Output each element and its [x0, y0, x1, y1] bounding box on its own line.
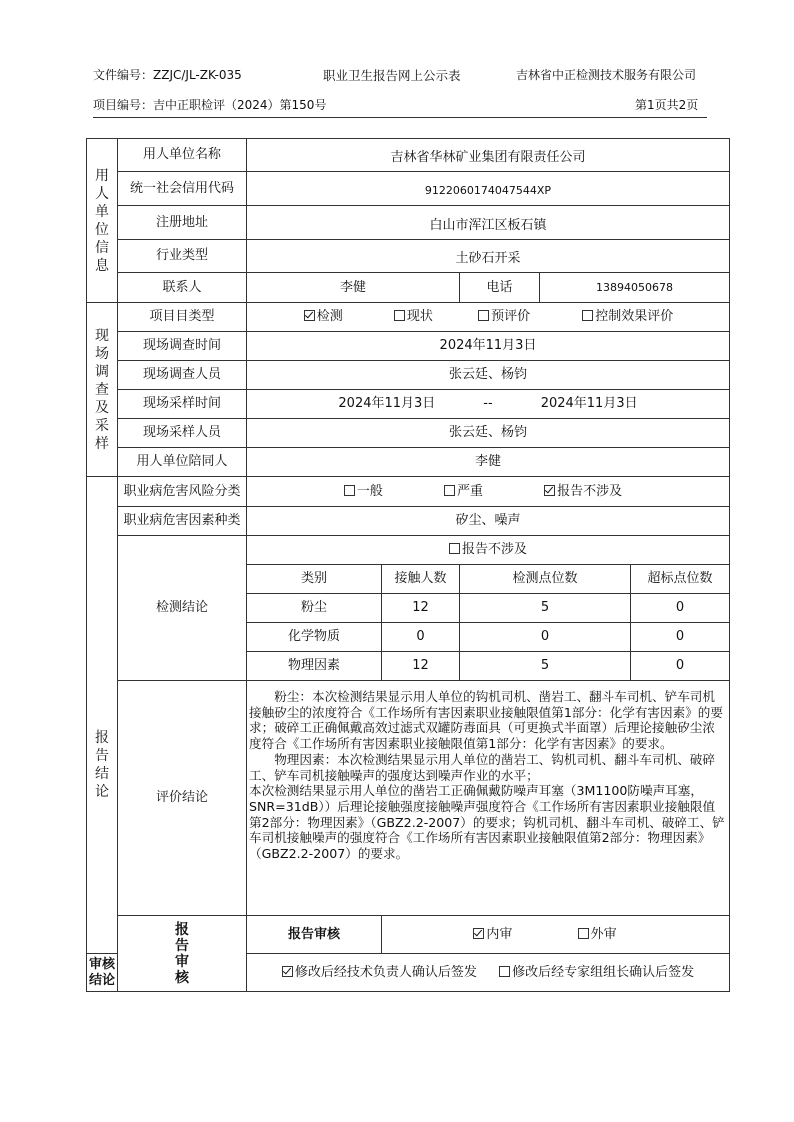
contact-person: 李健 — [247, 273, 460, 303]
credit-code-label: 统一社会信用代码 — [118, 172, 247, 206]
project-type-options — [247, 303, 730, 332]
checkbox-icon — [394, 310, 405, 321]
unit-name: 吉林省华林矿业集团有限责任公司 — [247, 139, 730, 172]
surveyors: 张云廷、杨钧 — [247, 361, 730, 390]
review-result-label: 审核结论 — [87, 954, 118, 992]
option-status[interactable]: 现状 — [394, 309, 474, 325]
row-exceed: 0 — [631, 594, 730, 623]
option-control-effect[interactable]: 控制效果评价 — [582, 309, 682, 325]
evaluation-physical: 物理因素：本次检测结果显示用人单位的凿岩工、钩机司机、翻斗车司机、破碎工、铲车司机接触噪声的强度达到噪声作业的水平； — [249, 751, 715, 783]
hazard-types-label: 职业病危害因素种类 — [118, 507, 247, 536]
survey-time: 2024年11月3日 — [247, 332, 730, 361]
row-exposed: 0 — [382, 623, 460, 652]
option-internal-review[interactable]: 内审 — [473, 927, 573, 943]
option-risk-general[interactable]: 一般 — [342, 484, 440, 500]
checkbox-icon — [578, 928, 589, 939]
checkbox-icon — [499, 966, 510, 977]
hazard-types: 矽尘、噪声 — [247, 507, 730, 536]
option-expert-lead-confirm[interactable]: 修改后经专家组组长确认后签发 — [499, 965, 694, 981]
industry-label: 行业类型 — [118, 240, 247, 273]
review-result-options — [247, 954, 730, 992]
evaluation-noise-detail: 本次检测结果显示用人单位的凿岩工正确佩戴防噪声耳塞（3M1100防噪声耳塞，SNR=31dB））后理论接触强度接触噪声强度符合《工作场所有害因素职业接触限值第2部分：物理因素》（GBZ2.2-2007）的要求；钩机司机、翻斗车司机、破碎工、铲车司机接触噪声的强度符合《工作场所有害因素职业接触限值第2部分：物理因素》（GBZ2.2-2007）的要求。 — [249, 783, 725, 862]
header-divider — [93, 117, 707, 118]
report-review-label: 报告审核 — [247, 916, 382, 954]
option-risk-serious[interactable]: 严重 — [444, 484, 540, 500]
row-points: 5 — [460, 652, 631, 681]
option-risk-not-involved[interactable]: 报告不涉及 — [544, 484, 634, 500]
option-detection[interactable]: 检测 — [294, 309, 390, 325]
sampling-time-label: 现场采样时间 — [118, 390, 247, 419]
column-header: 类别 — [247, 565, 382, 594]
checkbox-checked-icon — [304, 310, 315, 321]
row-points: 0 — [460, 623, 631, 652]
phone-label: 电话 — [460, 273, 540, 303]
risk-classification-label: 职业病危害风险分类 — [118, 477, 247, 507]
row-points: 5 — [460, 594, 631, 623]
checkbox-checked-icon — [544, 485, 555, 496]
row-exposed: 12 — [382, 652, 460, 681]
escort-person: 李健 — [247, 448, 730, 477]
row-exposed: 12 — [382, 594, 460, 623]
option-tech-lead-confirm[interactable]: 修改后经技术负责人确认后签发 — [282, 965, 477, 981]
option-external-review[interactable]: 外审 — [578, 927, 638, 943]
contact-label: 联系人 — [118, 273, 247, 303]
survey-section-label: 现场调查及采样 — [87, 303, 118, 477]
survey-time-label: 现场调查时间 — [118, 332, 247, 361]
checkbox-checked-icon — [282, 966, 293, 977]
sampling-time: 2024年11月3日 -- 2024年11月3日 — [247, 390, 730, 419]
phone-number: 13894050678 — [540, 273, 730, 303]
row-category: 物理因素 — [247, 652, 382, 681]
unit-section-label: 用人单位信息 — [87, 139, 118, 303]
checkbox-icon — [344, 485, 355, 496]
samplers-label: 现场采样人员 — [118, 419, 247, 448]
row-exceed: 0 — [631, 623, 730, 652]
column-header: 接触人数 — [382, 565, 460, 594]
address-label: 注册地址 — [118, 206, 247, 240]
credit-code: 91220601740475​44XP — [247, 172, 730, 206]
column-header: 超标点位数 — [631, 565, 730, 594]
evaluation-dust: 粉尘：本次检测结果显示用人单位的钩机司机、凿岩工、翻斗车司机、铲车司机接触矽尘的浓度符合《工作场所有害因素职业接触限值第1部分：化学有害因素》的要求；破碎工正确佩戴高效过滤式双罐防毒面具（可更换式半面罩）后理论接触矽尘浓度符合《工作场所有害因素职业接触限值第1部分：化学有害因素》的要求。 — [249, 689, 723, 752]
unit-name-label: 用人单位名称 — [118, 139, 247, 172]
detection-not-involved — [247, 536, 730, 565]
report-review-options — [382, 916, 730, 954]
doc-number: 文件编号：ZZJC/JL-ZK-035 — [93, 68, 242, 82]
registered-address: 白山市浑江区板石镇 — [247, 206, 730, 240]
project-type-label: 项目目类型 — [118, 303, 247, 332]
column-header: 检测点位数 — [460, 565, 631, 594]
checkbox-icon — [582, 310, 593, 321]
evaluation-conclusion-label: 评价结论 — [118, 681, 247, 916]
document-title: 职业卫生报告网上公示表 — [323, 68, 461, 83]
checkbox-icon — [444, 485, 455, 496]
samplers: 张云廷、杨钧 — [247, 419, 730, 448]
row-category: 粉尘 — [247, 594, 382, 623]
public-disclosure-table — [86, 138, 730, 992]
review-section-label: 报告审核 — [118, 916, 247, 992]
option-pre-evaluation[interactable]: 预评价 — [478, 309, 578, 325]
conclusion-section-label: 报告结论 — [87, 477, 118, 954]
industry-type: 土砂石开采 — [247, 240, 730, 273]
option-detection-not-involved[interactable]: 报告不涉及 — [449, 542, 527, 558]
page-indicator: 第1页共2页 — [635, 98, 699, 112]
checkbox-checked-icon — [473, 928, 484, 939]
checkbox-icon — [478, 310, 489, 321]
surveyors-label: 现场调查人员 — [118, 361, 247, 390]
risk-classification-options — [247, 477, 730, 507]
evaluation-conclusion — [247, 681, 730, 916]
row-exceed: 0 — [631, 652, 730, 681]
project-number: 项目编号：吉中正职检评（2024）第150号 — [93, 98, 327, 112]
row-category: 化学物质 — [247, 623, 382, 652]
checkbox-icon — [449, 543, 460, 554]
company-name: 吉林省中正检测技术服务有限公司 — [516, 68, 697, 82]
detection-conclusion-label: 检测结论 — [118, 536, 247, 681]
escort-label: 用人单位陪同人 — [118, 448, 247, 477]
